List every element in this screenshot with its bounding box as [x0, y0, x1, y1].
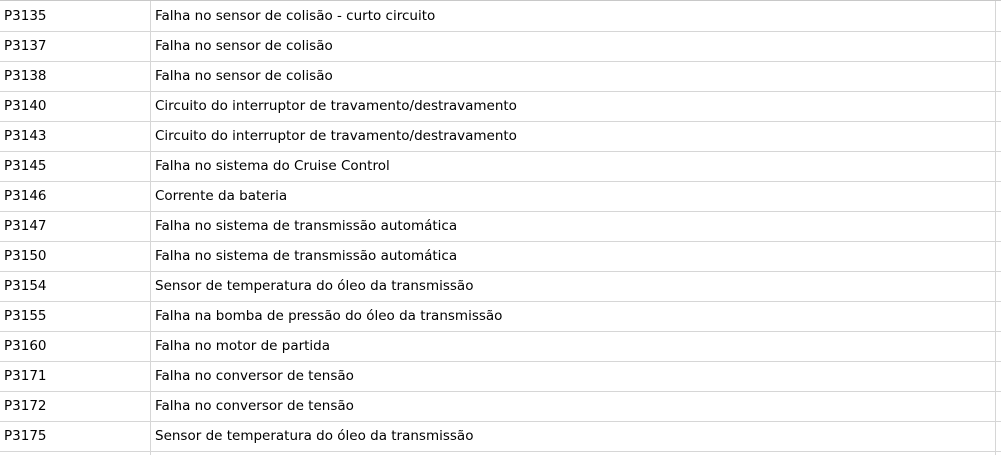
table-row[interactable]	[0, 2, 1001, 32]
table-row[interactable]	[0, 302, 1001, 332]
description-cell[interactable]: Falha no sistema de transmissão automática	[155, 218, 458, 234]
table-row[interactable]	[0, 362, 1001, 392]
code-cell[interactable]: P3150	[4, 248, 47, 264]
table-row[interactable]	[0, 422, 1001, 452]
description-cell[interactable]: Falha no sistema de transmissão automática	[155, 248, 458, 264]
code-cell[interactable]: P3135	[4, 8, 47, 24]
code-cell[interactable]: P3154	[4, 278, 47, 294]
table-row[interactable]	[0, 242, 1001, 272]
code-cell[interactable]: P3140	[4, 98, 47, 114]
code-cell[interactable]: P3143	[4, 128, 47, 144]
description-cell[interactable]: Circuito do interruptor de travamento/destravamento	[155, 98, 517, 114]
code-cell[interactable]: P3138	[4, 68, 47, 84]
table-row[interactable]	[0, 32, 1001, 62]
code-cell[interactable]: P3146	[4, 188, 47, 204]
code-cell[interactable]: P3137	[4, 38, 47, 54]
table-row[interactable]	[0, 392, 1001, 422]
code-cell[interactable]: P3171	[4, 368, 47, 384]
code-cell[interactable]: P3145	[4, 158, 47, 174]
description-cell[interactable]: Falha na bomba de pressão do óleo da transmissão	[155, 308, 503, 324]
code-cell[interactable]: P3160	[4, 338, 47, 354]
description-cell[interactable]: Sensor de temperatura do óleo da transmissão	[155, 278, 474, 294]
description-cell[interactable]: Corrente da bateria	[155, 188, 288, 204]
code-cell[interactable]: P3155	[4, 308, 47, 324]
code-cell[interactable]: P3175	[4, 428, 47, 444]
description-cell[interactable]: Falha no sensor de colisão	[155, 68, 333, 84]
description-cell[interactable]: Falha no conversor de tensão	[155, 398, 354, 414]
table-row[interactable]	[0, 122, 1001, 152]
description-cell[interactable]: Falha no motor de partida	[155, 338, 331, 354]
table-row[interactable]	[0, 272, 1001, 302]
description-cell[interactable]: Circuito do interruptor de travamento/destravamento	[155, 128, 517, 144]
table-row[interactable]	[0, 152, 1001, 182]
table-row[interactable]	[0, 62, 1001, 92]
description-cell[interactable]: Falha no sensor de colisão - curto circuito	[155, 8, 436, 24]
code-cell[interactable]: P3172	[4, 398, 47, 414]
code-cell[interactable]: P3147	[4, 218, 47, 234]
table-row[interactable]	[0, 332, 1001, 362]
description-cell[interactable]: Falha no sensor de colisão	[155, 38, 333, 54]
table-row[interactable]	[0, 212, 1001, 242]
table-row[interactable]	[0, 182, 1001, 212]
table-row[interactable]	[0, 92, 1001, 122]
description-cell[interactable]: Falha no conversor de tensão	[155, 368, 354, 384]
description-cell[interactable]: Falha no sistema do Cruise Control	[155, 158, 390, 174]
description-cell[interactable]: Sensor de temperatura do óleo da transmissão	[155, 428, 474, 444]
